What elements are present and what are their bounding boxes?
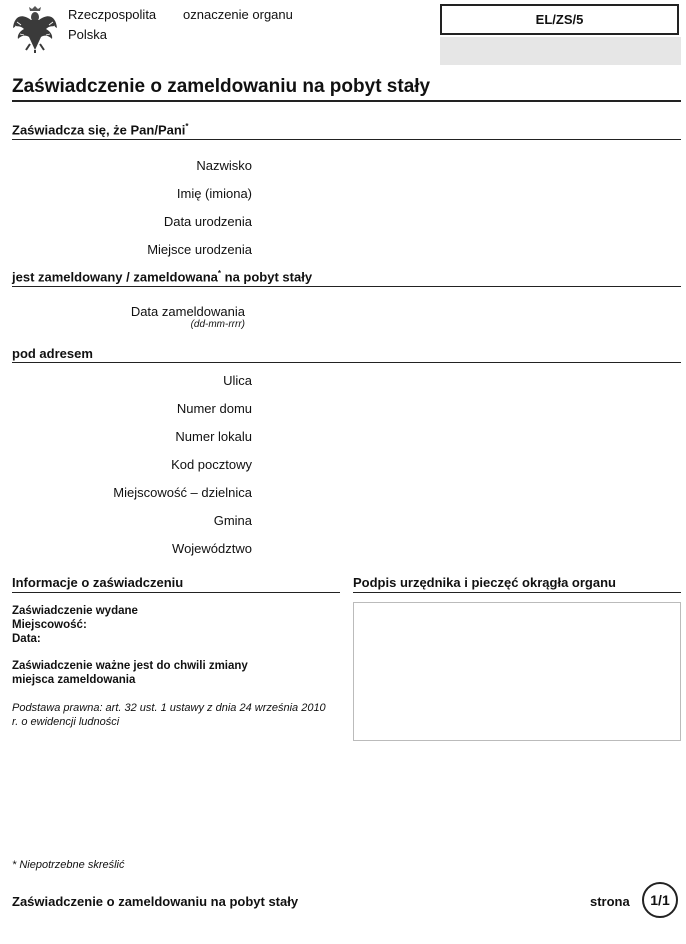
- page-label: strona: [590, 894, 630, 909]
- section-rule: [12, 362, 681, 363]
- footer-title: Zaświadczenie o zameldowaniu na pobyt stały: [12, 894, 299, 909]
- field-label-street: Ulica: [223, 373, 252, 388]
- field-label-house-number: Numer domu: [176, 401, 252, 416]
- section-address-heading: pod adresem: [12, 346, 93, 361]
- validity-line-1: Zaświadczenie ważne jest do chwili zmiany: [12, 660, 248, 672]
- footnote: * Niepotrzebne skreślić: [12, 859, 125, 871]
- info-heading: Informacje o zaświadczeniu: [12, 575, 184, 590]
- country-name: [68, 5, 156, 45]
- document-title: Zaświadczenie o zameldowaniu na pobyt stały: [12, 76, 431, 97]
- date-label: Data:: [12, 633, 41, 645]
- organ-label: oznaczenie organu: [183, 7, 293, 22]
- date-format-hint: (dd-mm-rrrr): [190, 319, 245, 330]
- issued-label: Zaświadczenie wydane: [12, 605, 138, 617]
- signature-box[interactable]: [353, 602, 681, 741]
- section-registered-heading: jest zameldowany / zameldowana* na pobyt stały: [12, 269, 313, 285]
- field-label-surname: Nazwisko: [196, 158, 252, 173]
- country-line-1: Rzeczpospolita: [68, 7, 157, 22]
- organ-field[interactable]: [440, 37, 681, 65]
- title-rule: [12, 100, 681, 102]
- place-label: Miejscowość:: [12, 619, 87, 631]
- info-rule: [12, 592, 340, 593]
- validity-line-2: miejsca zameldowania: [12, 674, 136, 686]
- legal-basis: Podstawa prawna: art. 32 ust. 1 ustawy z dnia 24 września 2010 r. o ewidencji ludności: [12, 702, 326, 728]
- form-code-box: [440, 4, 679, 35]
- country-line-2: Polska: [68, 27, 108, 42]
- section-rule: [12, 286, 681, 287]
- section-person-heading: Zaświadcza się, że Pan/Pani*: [12, 122, 189, 138]
- field-label-registration-date: Data zameldowania: [130, 304, 245, 319]
- field-label-first-names: Imię (imiona): [176, 186, 252, 201]
- field-label-commune: Gmina: [213, 513, 252, 528]
- signature-heading: Podpis urzędnika i pieczęć okrągła organu: [353, 575, 616, 590]
- form-code: EL/ZS/5: [535, 12, 584, 27]
- page-number: 1/1: [650, 892, 670, 908]
- field-label-postal-code: Kod pocztowy: [171, 457, 252, 472]
- section-rule: [12, 139, 681, 140]
- eagle-emblem-icon: [12, 4, 58, 54]
- field-label-birth-date: Data urodzenia: [163, 214, 252, 229]
- page-number-badge: [642, 882, 678, 918]
- field-label-voivodeship: Województwo: [172, 541, 252, 556]
- field-label-apartment-number: Numer lokalu: [175, 429, 252, 444]
- field-label-birth-place: Miejsce urodzenia: [147, 242, 252, 257]
- field-label-locality: Miejscowość – dzielnica: [113, 485, 252, 500]
- signature-rule: [353, 592, 681, 593]
